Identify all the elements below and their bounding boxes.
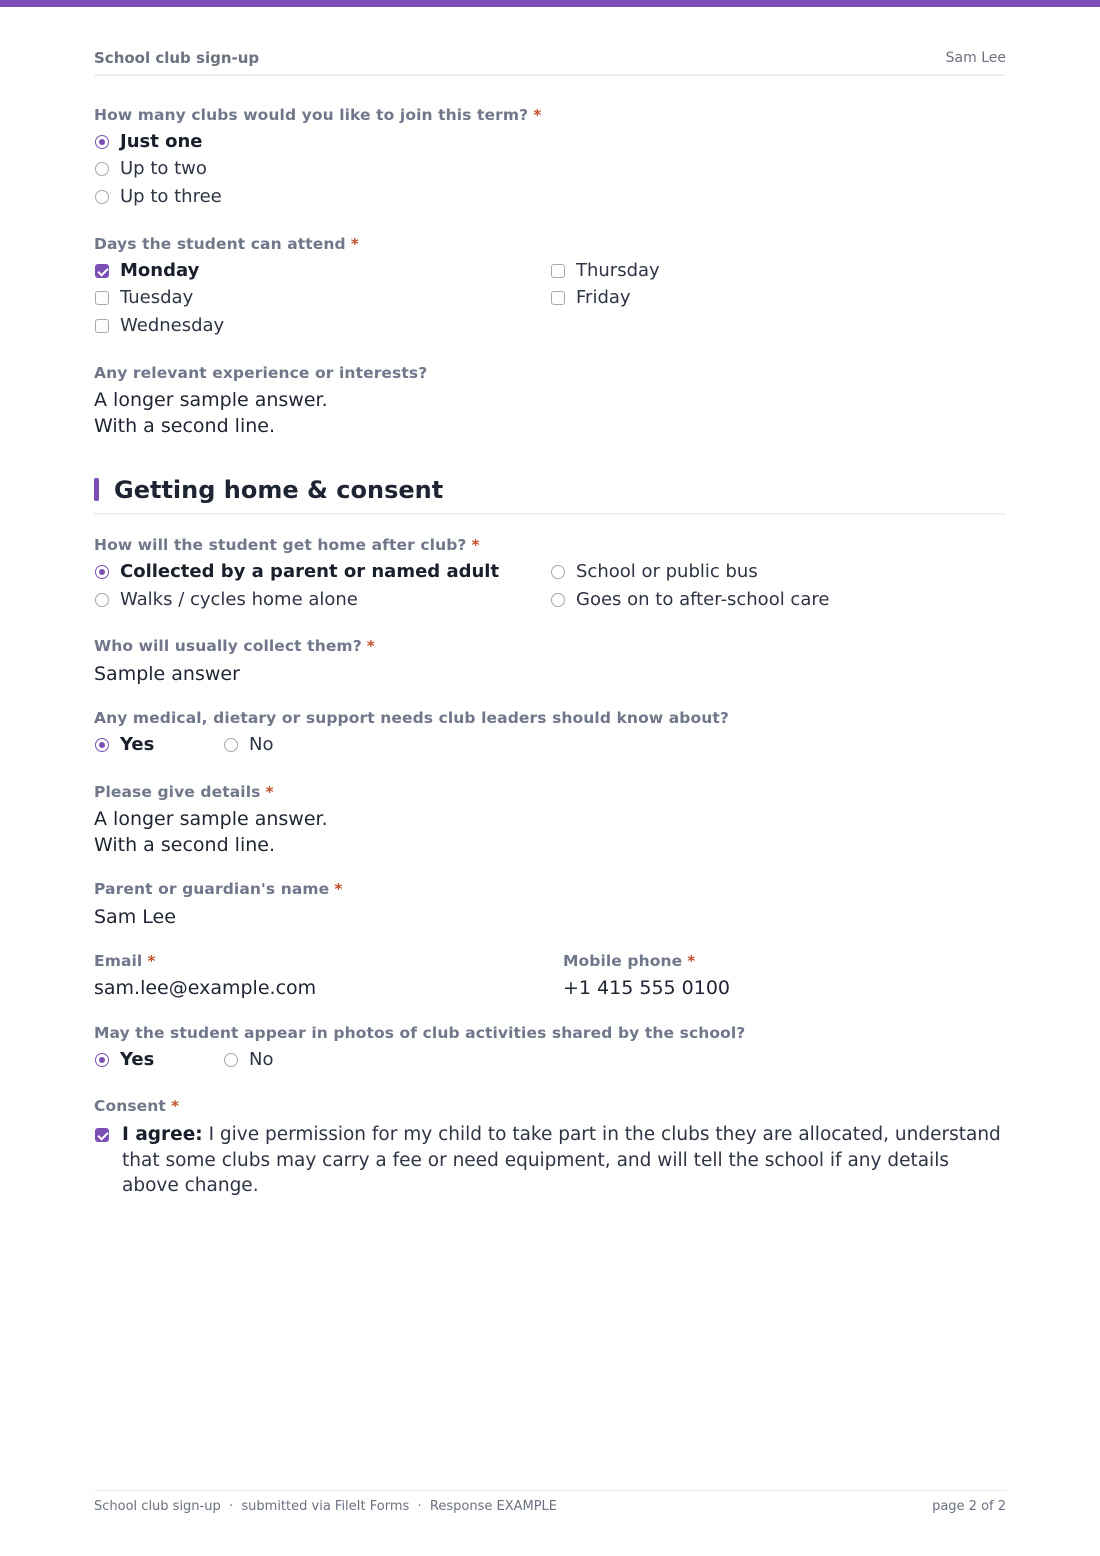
radio-icon[interactable] — [551, 565, 565, 579]
page-number: page 2 of 2 — [932, 1499, 1006, 1514]
question-getting-home — [94, 536, 480, 554]
section-title: Getting home & consent — [114, 476, 444, 504]
footer-info: School club sign-up · submitted via FileIt Forms · Response EXAMPLE — [94, 1499, 558, 1514]
checkbox-checked-icon[interactable] — [95, 1128, 109, 1142]
form-response-page — [94, 0, 1006, 1556]
required-marker: * — [265, 783, 274, 801]
option-label: Tuesday — [120, 287, 194, 308]
question-mobile-phone — [563, 952, 695, 970]
answer-details-line-2: With a second line. — [94, 834, 275, 856]
option-label: School or public bus — [576, 561, 758, 582]
checkbox-icon[interactable] — [551, 291, 565, 305]
option-label: Yes — [120, 734, 155, 755]
page-footer — [94, 1490, 1006, 1520]
question-email — [94, 952, 156, 970]
option-label: Monday — [120, 260, 200, 281]
question-guardian-name — [94, 880, 342, 898]
checkbox-icon[interactable] — [551, 264, 565, 278]
checkbox-icon[interactable] — [95, 319, 109, 333]
option-label: Wednesday — [120, 315, 225, 336]
answer-guardian-name: Sam Lee — [94, 906, 176, 928]
option-label: Yes — [120, 1049, 155, 1070]
section-accent-bar — [94, 478, 99, 501]
question-label: Mobile phone — [563, 952, 683, 970]
question-medical-needs — [94, 709, 729, 727]
radio-selected-icon[interactable] — [95, 1053, 109, 1067]
option-label: Up to two — [120, 158, 207, 179]
option-label: Walks / cycles home alone — [120, 589, 358, 610]
question-label: Who will usually collect them? — [94, 637, 362, 655]
option-label: No — [249, 1049, 274, 1070]
consent-text — [122, 1122, 1006, 1199]
question-clubs-count — [94, 106, 541, 124]
question-consent — [94, 1097, 179, 1115]
required-marker: * — [687, 952, 696, 970]
radio-icon[interactable] — [224, 1053, 238, 1067]
option-label: No — [249, 734, 274, 755]
option-label: Friday — [576, 287, 631, 308]
option-label: Just one — [120, 131, 203, 152]
answer-email: sam.lee@example.com — [94, 977, 317, 999]
radio-selected-icon[interactable] — [95, 565, 109, 579]
question-collector — [94, 637, 375, 655]
question-label: Any relevant experience or interests? — [94, 364, 428, 382]
answer-experience-line-2: With a second line. — [94, 415, 275, 437]
option-label: Goes on to after-school care — [576, 589, 830, 610]
radio-icon[interactable] — [95, 190, 109, 204]
required-marker: * — [350, 235, 359, 253]
question-label: How many clubs would you like to join this term? — [94, 106, 529, 124]
question-label: May the student appear in photos of club activities shared by the school? — [94, 1024, 746, 1042]
required-marker: * — [170, 1097, 180, 1115]
required-marker: * — [366, 637, 375, 655]
question-label: Any medical, dietary or support needs club leaders should know about? — [94, 709, 729, 727]
required-marker: * — [334, 880, 343, 898]
section-heading — [94, 476, 1006, 515]
radio-icon[interactable] — [95, 162, 109, 176]
radio-selected-icon[interactable] — [95, 738, 109, 752]
respondent-name: Sam Lee — [945, 50, 1006, 66]
option-label: Collected by a parent or named adult — [120, 561, 500, 582]
page-header — [94, 48, 1006, 76]
option-label: Thursday — [576, 260, 660, 281]
question-label: How will the student get home after club? — [94, 536, 467, 554]
question-label: Parent or guardian's name — [94, 880, 330, 898]
checkbox-icon[interactable] — [95, 291, 109, 305]
required-marker: * — [147, 952, 156, 970]
radio-selected-icon[interactable] — [95, 135, 109, 149]
consent-statement: I give permission for my child to take part in the clubs they are allocated, understand that some clubs may carry a fee or need equipment, and will tell the school if any details above change. — [122, 1124, 1001, 1196]
question-label: Days the student can attend — [94, 235, 346, 253]
answer-details-line-1: A longer sample answer. — [94, 808, 328, 830]
form-title: School club sign-up — [94, 49, 260, 67]
answer-mobile-phone: +1 415 555 0100 — [563, 977, 731, 999]
checkbox-checked-icon[interactable] — [95, 264, 109, 278]
question-label: Please give details — [94, 783, 261, 801]
question-label: Email — [94, 952, 143, 970]
question-experience — [94, 364, 427, 382]
required-marker: * — [471, 536, 480, 554]
answer-collector: Sample answer — [94, 663, 240, 685]
question-photos — [94, 1024, 745, 1042]
consent-lead: I agree: — [122, 1124, 203, 1145]
option-label: Up to three — [120, 186, 222, 207]
question-label: Consent — [94, 1097, 166, 1115]
radio-icon[interactable] — [95, 593, 109, 607]
answer-experience-line-1: A longer sample answer. — [94, 389, 328, 411]
question-days — [94, 235, 359, 253]
question-details — [94, 783, 274, 801]
required-marker: * — [533, 106, 542, 124]
radio-icon[interactable] — [551, 593, 565, 607]
radio-icon[interactable] — [224, 738, 238, 752]
